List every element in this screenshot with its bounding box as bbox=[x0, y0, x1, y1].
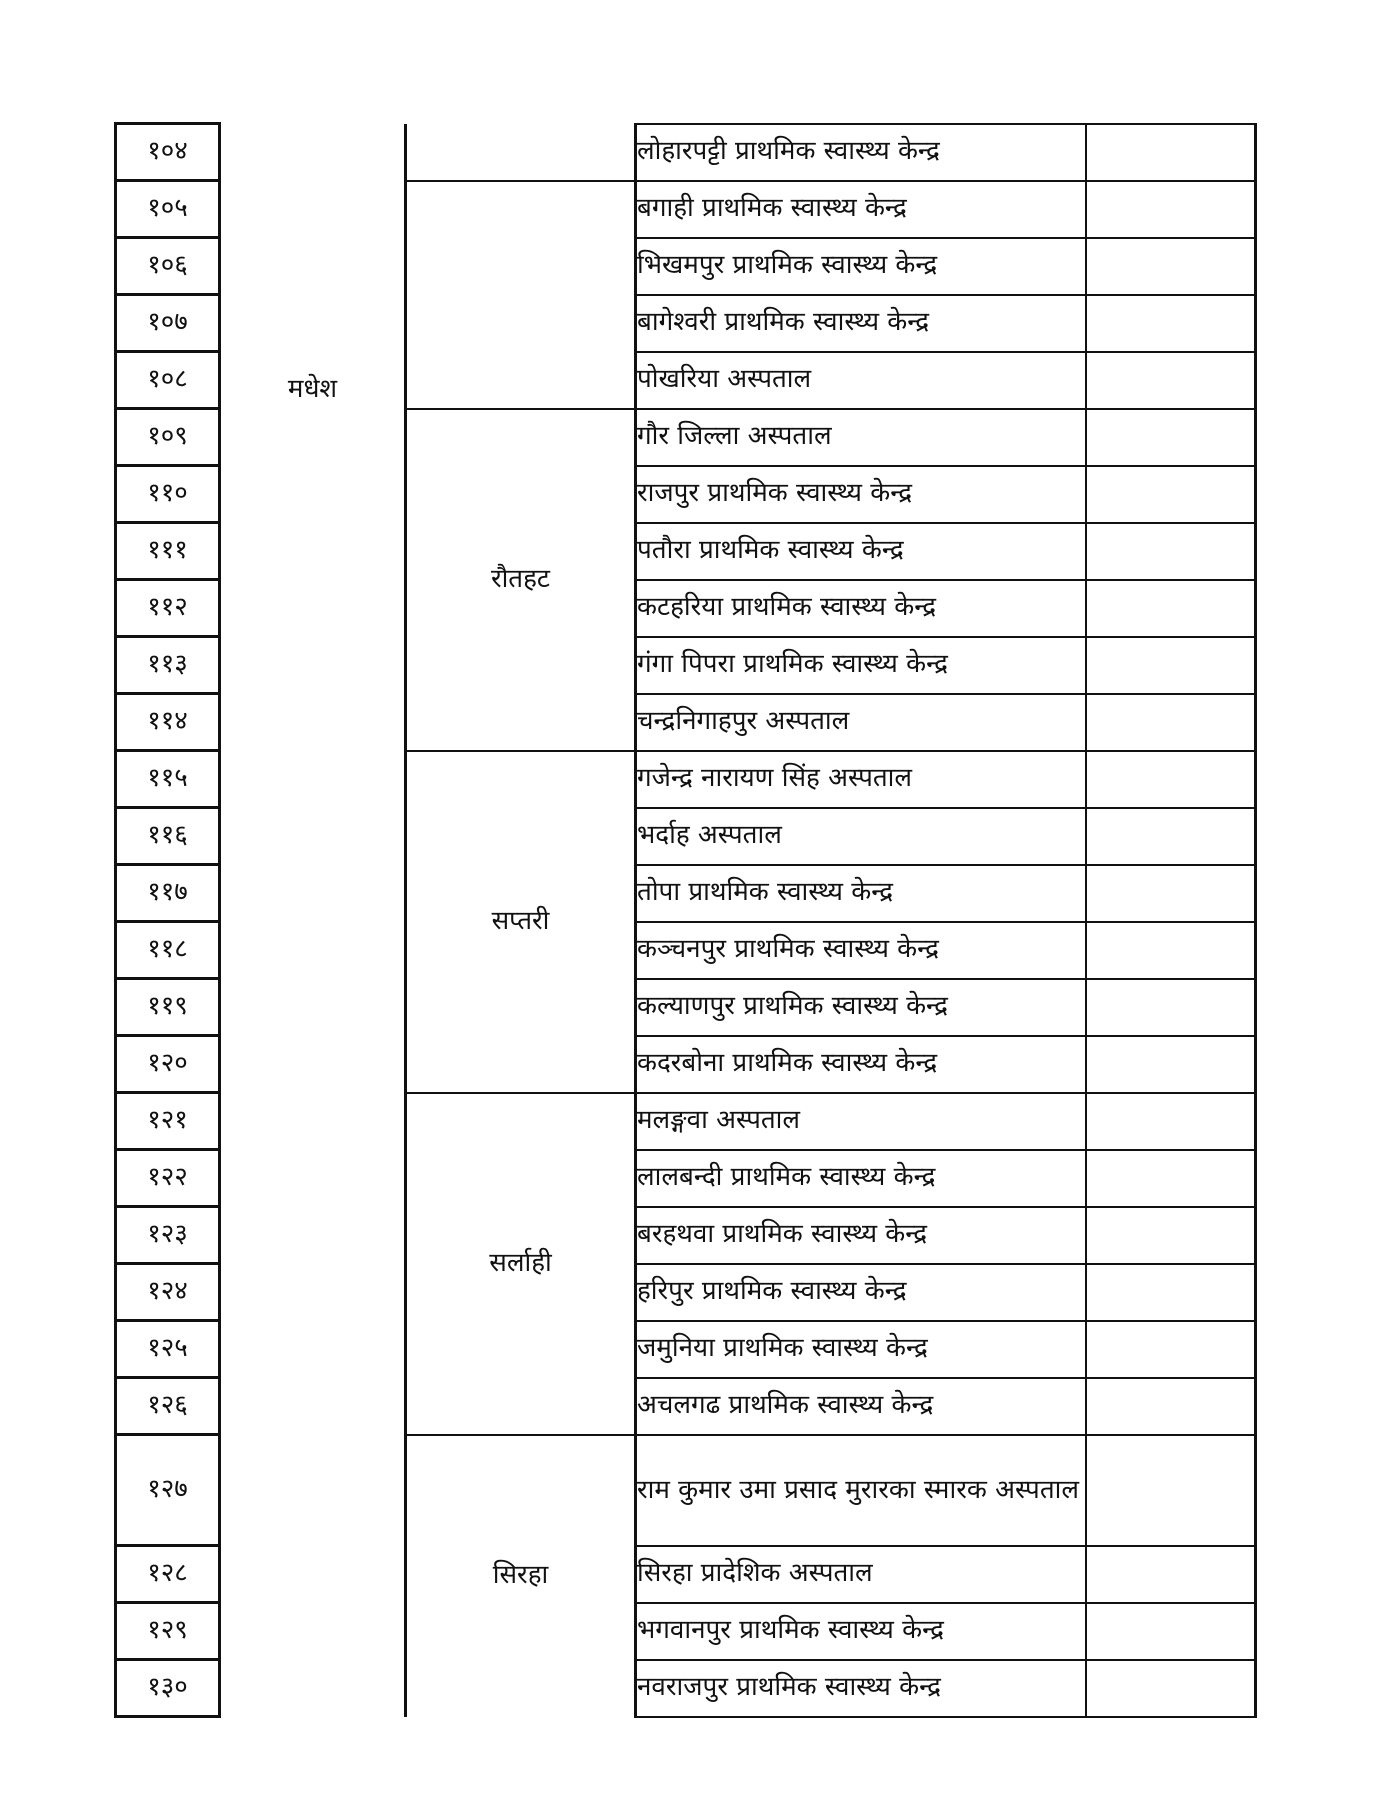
serial-number-cell: १२७ bbox=[116, 1435, 220, 1546]
remarks-cell bbox=[1086, 523, 1256, 580]
serial-number-cell: ११८ bbox=[116, 922, 220, 979]
facility-name-cell: तोपा प्राथमिक स्वास्थ्य केन्द्र bbox=[636, 865, 1086, 922]
remarks-cell bbox=[1086, 1435, 1256, 1546]
remarks-cell bbox=[1086, 808, 1256, 865]
serial-number-cell: १२४ bbox=[116, 1264, 220, 1321]
facility-name-cell: सिरहा प्रादेशिक अस्पताल bbox=[636, 1546, 1086, 1603]
remarks-cell bbox=[1086, 124, 1256, 181]
remarks-cell bbox=[1086, 1207, 1256, 1264]
facility-name-cell: नवराजपुर प्राथमिक स्वास्थ्य केन्द्र bbox=[636, 1660, 1086, 1717]
facility-name-cell: बागेश्वरी प्राथमिक स्वास्थ्य केन्द्र bbox=[636, 295, 1086, 352]
serial-number-cell: १०९ bbox=[116, 409, 220, 466]
serial-number-cell: १११ bbox=[116, 523, 220, 580]
serial-number-cell: १२८ bbox=[116, 1546, 220, 1603]
district-cell bbox=[406, 181, 636, 409]
serial-number-cell: १३० bbox=[116, 1660, 220, 1717]
serial-number-cell: ११२ bbox=[116, 580, 220, 637]
serial-number-cell: १२० bbox=[116, 1036, 220, 1093]
remarks-cell bbox=[1086, 580, 1256, 637]
table-row bbox=[116, 124, 1256, 181]
serial-number-cell: ११९ bbox=[116, 979, 220, 1036]
remarks-cell bbox=[1086, 1660, 1256, 1717]
facility-name-cell: चन्द्रनिगाहपुर अस्पताल bbox=[636, 694, 1086, 751]
facility-name-cell: कल्याणपुर प्राथमिक स्वास्थ्य केन्द्र bbox=[636, 979, 1086, 1036]
province-label: मधेश bbox=[287, 373, 338, 404]
facility-name-cell: लालबन्दी प्राथमिक स्वास्थ्य केन्द्र bbox=[636, 1150, 1086, 1207]
remarks-cell bbox=[1086, 1603, 1256, 1660]
serial-number-cell: ११५ bbox=[116, 751, 220, 808]
district-cell: सर्लाही bbox=[406, 1093, 636, 1435]
remarks-cell bbox=[1086, 979, 1256, 1036]
facility-name-cell: कदरबोना प्राथमिक स्वास्थ्य केन्द्र bbox=[636, 1036, 1086, 1093]
facility-name-cell: गंगा पिपरा प्राथमिक स्वास्थ्य केन्द्र bbox=[636, 637, 1086, 694]
remarks-cell bbox=[1086, 865, 1256, 922]
remarks-cell bbox=[1086, 922, 1256, 979]
remarks-cell bbox=[1086, 1150, 1256, 1207]
facility-name-cell: राम कुमार उमा प्रसाद मुरारका स्मारक अस्पताल bbox=[636, 1435, 1086, 1546]
facility-name-cell: भगवानपुर प्राथमिक स्वास्थ्य केन्द्र bbox=[636, 1603, 1086, 1660]
serial-number-cell: १२२ bbox=[116, 1150, 220, 1207]
serial-number-cell: १२९ bbox=[116, 1603, 220, 1660]
facility-name-cell: जमुनिया प्राथमिक स्वास्थ्य केन्द्र bbox=[636, 1321, 1086, 1378]
remarks-cell bbox=[1086, 409, 1256, 466]
serial-number-cell: ११० bbox=[116, 466, 220, 523]
district-cell bbox=[406, 124, 636, 181]
serial-number-cell: १०७ bbox=[116, 295, 220, 352]
serial-number-cell: १०६ bbox=[116, 238, 220, 295]
serial-number-cell: १०५ bbox=[116, 181, 220, 238]
remarks-cell bbox=[1086, 1546, 1256, 1603]
remarks-cell bbox=[1086, 1264, 1256, 1321]
facility-name-cell: हरिपुर प्राथमिक स्वास्थ्य केन्द्र bbox=[636, 1264, 1086, 1321]
serial-number-cell: १२५ bbox=[116, 1321, 220, 1378]
remarks-cell bbox=[1086, 637, 1256, 694]
facility-name-cell: राजपुर प्राथमिक स्वास्थ्य केन्द्र bbox=[636, 466, 1086, 523]
remarks-cell bbox=[1086, 1093, 1256, 1150]
serial-number-cell: ११४ bbox=[116, 694, 220, 751]
health-facility-table bbox=[114, 122, 1257, 1718]
facility-name-cell: कञ्चनपुर प्राथमिक स्वास्थ्य केन्द्र bbox=[636, 922, 1086, 979]
remarks-cell bbox=[1086, 1378, 1256, 1435]
facility-name-cell: मलङ्गवा अस्पताल bbox=[636, 1093, 1086, 1150]
serial-number-cell: १०८ bbox=[116, 352, 220, 409]
facility-name-cell: गौर जिल्ला अस्पताल bbox=[636, 409, 1086, 466]
facility-name-cell: लोहारपट्टी प्राथमिक स्वास्थ्य केन्द्र bbox=[636, 124, 1086, 181]
district-cell: रौतहट bbox=[406, 409, 636, 751]
serial-number-cell: ११७ bbox=[116, 865, 220, 922]
remarks-cell bbox=[1086, 352, 1256, 409]
serial-number-cell: ११६ bbox=[116, 808, 220, 865]
serial-number-cell: १२६ bbox=[116, 1378, 220, 1435]
facility-name-cell: गजेन्द्र नारायण सिंह अस्पताल bbox=[636, 751, 1086, 808]
remarks-cell bbox=[1086, 238, 1256, 295]
serial-number-cell: १२३ bbox=[116, 1207, 220, 1264]
facility-name-cell: कटहरिया प्राथमिक स्वास्थ्य केन्द्र bbox=[636, 580, 1086, 637]
table-body bbox=[116, 124, 1256, 1717]
facility-name-cell: पोखरिया अस्पताल bbox=[636, 352, 1086, 409]
facility-name-cell: भिखमपुर प्राथमिक स्वास्थ्य केन्द्र bbox=[636, 238, 1086, 295]
serial-number-cell: १२१ bbox=[116, 1093, 220, 1150]
remarks-cell bbox=[1086, 181, 1256, 238]
remarks-cell bbox=[1086, 751, 1256, 808]
facility-name-cell: भर्दाह अस्पताल bbox=[636, 808, 1086, 865]
remarks-cell bbox=[1086, 1036, 1256, 1093]
remarks-cell bbox=[1086, 295, 1256, 352]
district-cell: सप्तरी bbox=[406, 751, 636, 1093]
serial-number-cell: ११३ bbox=[116, 637, 220, 694]
district-cell: सिरहा bbox=[406, 1435, 636, 1717]
facility-name-cell: अचलगढ प्राथमिक स्वास्थ्य केन्द्र bbox=[636, 1378, 1086, 1435]
remarks-cell bbox=[1086, 466, 1256, 523]
province-cell bbox=[220, 124, 406, 1717]
facility-name-cell: पतौरा प्राथमिक स्वास्थ्य केन्द्र bbox=[636, 523, 1086, 580]
remarks-cell bbox=[1086, 1321, 1256, 1378]
facility-name-cell: बरहथवा प्राथमिक स्वास्थ्य केन्द्र bbox=[636, 1207, 1086, 1264]
facility-name-cell: बगाही प्राथमिक स्वास्थ्य केन्द्र bbox=[636, 181, 1086, 238]
remarks-cell bbox=[1086, 694, 1256, 751]
serial-number-cell: १०४ bbox=[116, 124, 220, 181]
